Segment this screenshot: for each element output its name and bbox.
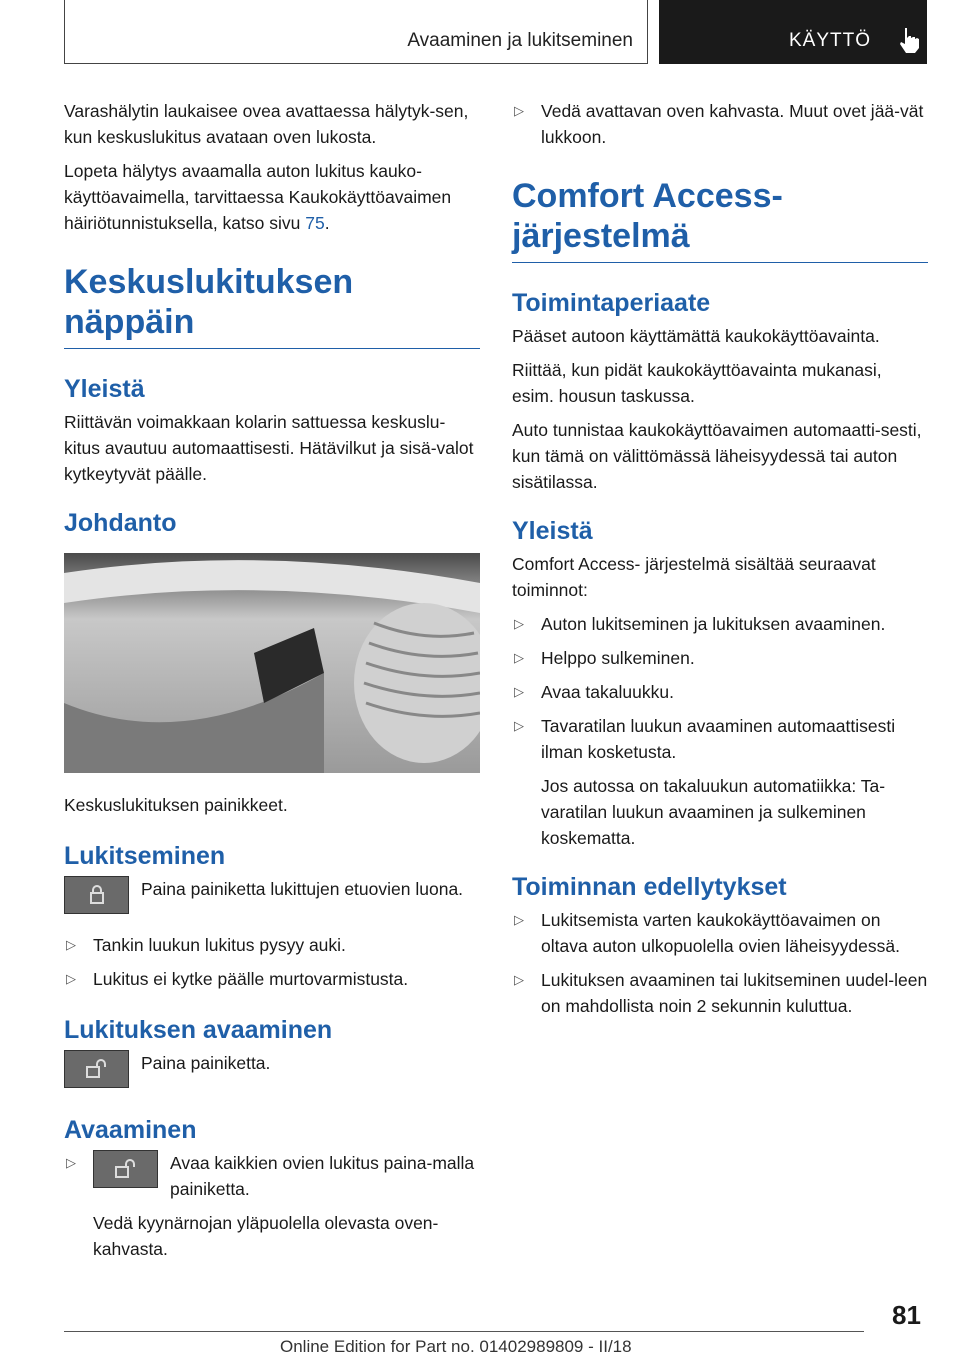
intro-paragraph-2: Lopeta hälytys avaamalla auton lukitus kauko-käyttöavaimella, tarvittaessa Kaukokäyttöavaimen häiriötunnistuksella, katso sivu 75. [64, 161, 452, 233]
page-link[interactable]: 75 [305, 213, 325, 233]
bullet-triangle-icon: ▷ [514, 616, 524, 631]
section-heading-central-locking: Keskuslukituksen näppäin [64, 263, 354, 341]
lukituksen-avaaminen-text: Paina painiketta. [141, 1053, 271, 1073]
footer-edition: Online Edition for Part no. 01402989809 - II/18 [280, 1337, 632, 1356]
unlock-button-image [64, 1050, 129, 1088]
toiminta-paragraph-2: Riittää, kun pidät kaukokäyttöavainta mukanasi, esim. housun taskussa. [512, 360, 882, 406]
list-item: ▷ Vedä avattavan oven kahvasta. Muut ovet jää-vät lukkoon. [512, 98, 928, 150]
right-column [512, 98, 928, 1027]
list-item: ▷ Lukitus ei kytke päälle murtovarmistusta. [64, 966, 480, 992]
unlock-icon [112, 1159, 140, 1179]
lukitseminen-text: Paina painiketta lukittujen etuovien luona. [141, 879, 464, 899]
avaaminen-subtext: Vedä kyynärnojan yläpuolella olevasta oven-kahvasta. [93, 1213, 439, 1259]
list-item [64, 1150, 480, 1262]
intro-paragraph-1: Varashälytin laukaisee ovea avattaessa hälytyk-sen, kun keskuslukitus avataan oven lukosta. [64, 101, 469, 147]
header-section-title: Avaaminen ja lukitseminen [407, 30, 633, 51]
bullet-triangle-icon: ▷ [514, 684, 524, 699]
lock-button-image [64, 876, 129, 914]
heading-avaaminen: Avaaminen [64, 1116, 197, 1144]
bullet-triangle-icon: ▷ [514, 650, 524, 665]
list-item: ▷ Lukituksen avaaminen tai lukitseminen uudel-leen on mahdollista noin 2 sekunnin kuluttua. [512, 967, 928, 1019]
heading-yleista: Yleistä [64, 375, 145, 403]
photo-caption: Keskuslukituksen painikkeet. [64, 795, 288, 815]
bullet-triangle-icon: ▷ [514, 718, 524, 733]
bullet-triangle-icon: ▷ [514, 912, 524, 927]
footer-divider [64, 1331, 864, 1332]
toiminta-paragraph-3: Auto tunnistaa kaukokäyttöavaimen automaatti-sesti, kun tämä on välittömässä läheisyydessä tai auton sisätilassa. [512, 420, 922, 492]
avaaminen-text: Avaa kaikkien ovien lukitus paina-malla painiketta. [170, 1153, 475, 1199]
header-chapter-box [659, 0, 927, 64]
header-chapter-title: KÄYTTÖ [789, 30, 872, 51]
bullet-triangle-icon: ▷ [514, 103, 524, 118]
toiminta-paragraph-1: Pääset autoon käyttämättä kaukokäyttöavainta. [512, 326, 880, 346]
heading-toimintaperiaate: Toimintaperiaate [512, 289, 711, 317]
yleista-paragraph: Comfort Access- järjestelmä sisältää seuraavat toiminnot: [512, 554, 876, 600]
heading-lukituksen-avaaminen: Lukituksen avaaminen [64, 1016, 333, 1044]
list-item: ▷ Tavaratilan luukun avaaminen automaattisesti ilman kosketusta. Jos autossa on takaluukun automatiikka: Ta-varatilan luukun avaaminen ja sulkeminen koskematta. [512, 713, 928, 851]
section-heading-comfort-access: Comfort Access- järjestelmä [512, 177, 783, 255]
bullet-triangle-icon: ▷ [66, 937, 76, 952]
hand-pointer-icon [897, 26, 921, 54]
bullet-triangle-icon: ▷ [66, 971, 76, 986]
door-buttons-photo [64, 553, 480, 773]
unlock-button-image [93, 1150, 158, 1188]
list-item: ▷ Lukitsemista varten kaukokäyttöavaimen on oltava auton ulkopuolella ovien läheisyydessä. [512, 907, 928, 959]
list-item: ▷ Helppo sulkeminen. [512, 645, 928, 671]
bullet-triangle-icon: ▷ [66, 1155, 76, 1170]
heading-lukitseminen: Lukitseminen [64, 842, 226, 870]
heading-johdanto: Johdanto [64, 509, 177, 537]
bullet-triangle-icon: ▷ [514, 972, 524, 987]
header-section-box [64, 0, 648, 64]
yleista-paragraph: Riittävän voimakkaan kolarin sattuessa keskuslu-kitus avautuu automaattisesti. Hätävilkut ja sisä-valot kytkeytyvät päälle. [64, 412, 474, 484]
list-item: ▷ Avaa takaluukku. [512, 679, 928, 705]
lock-icon [85, 885, 109, 905]
yleista-subtext: Jos autossa on takaluukun automatiikka: Ta-varatilan luukun avaaminen ja sulkeminen koskematta. [541, 776, 886, 848]
left-column [64, 98, 480, 1270]
heading-toiminnan-edellytykset: Toiminnan edellytykset [512, 873, 787, 901]
list-item: ▷ Tankin luukun lukitus pysyy auki. [64, 932, 480, 958]
list-item: ▷ Auton lukitseminen ja lukituksen avaaminen. [512, 611, 928, 637]
page-number: 81 [892, 1300, 921, 1330]
heading-yleista: Yleistä [512, 517, 593, 545]
unlock-icon [83, 1059, 111, 1079]
